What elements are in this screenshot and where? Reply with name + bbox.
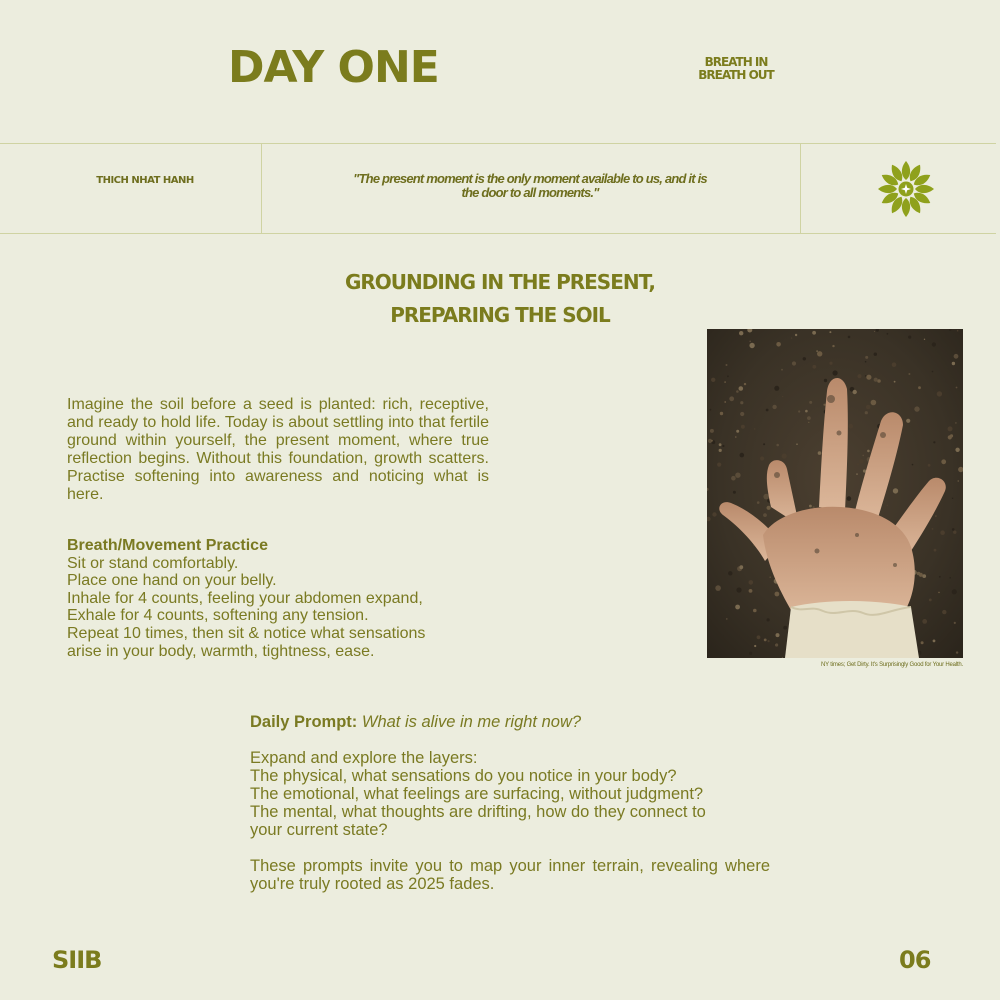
soil-speck bbox=[763, 494, 769, 500]
soil-speck bbox=[956, 651, 958, 653]
prompt-spacer bbox=[250, 839, 770, 857]
intro-paragraph: Imagine the soil before a seed is planted: rich, receptive, and ready to hold life. Today is about settling into that fertile ground within yourself, the present moment, where true reflection begins. Without this foundation, growth scatters. Practise softening into awareness and noticing what is here. bbox=[67, 396, 489, 503]
soil-speck bbox=[727, 375, 729, 377]
soil-speck bbox=[867, 450, 870, 453]
prompt-expand: Expand and explore the layers: bbox=[250, 749, 478, 767]
soil-speck bbox=[906, 419, 910, 423]
soil-speck bbox=[847, 496, 852, 501]
soil-speck bbox=[932, 528, 934, 530]
soil-speck bbox=[776, 342, 781, 347]
soil-speck bbox=[948, 426, 953, 431]
soil-speck bbox=[775, 643, 778, 646]
soil-speck bbox=[772, 405, 776, 409]
breath-out-label: BREATH OUT bbox=[698, 68, 774, 82]
quote-bar-divider-left bbox=[261, 143, 262, 234]
soil-speck bbox=[933, 441, 935, 443]
soil-speck bbox=[720, 412, 723, 415]
soil-speck bbox=[808, 422, 809, 423]
soil-speck bbox=[952, 498, 953, 499]
soil-speck bbox=[919, 573, 923, 577]
soil-speck bbox=[757, 635, 761, 639]
soil-speck bbox=[955, 448, 959, 452]
soil-speck bbox=[724, 401, 726, 403]
soil-speck bbox=[776, 633, 780, 637]
practice-step: Sit or stand comfortably. bbox=[67, 554, 239, 572]
soil-speck bbox=[776, 444, 779, 447]
soil-speck bbox=[887, 333, 889, 335]
soil-speck bbox=[918, 386, 921, 389]
soil-speck bbox=[940, 530, 945, 535]
practice-step: Place one hand on your belly. bbox=[67, 572, 277, 590]
soil-speck bbox=[791, 337, 792, 338]
section-heading-line: GROUNDING IN THE PRESENT, bbox=[344, 270, 656, 294]
soil-speck bbox=[749, 343, 754, 348]
soil-speck bbox=[812, 331, 816, 335]
soil-speck bbox=[958, 480, 959, 481]
soil-speck bbox=[739, 386, 744, 391]
prompt-layer: The emotional, what feelings are surfacing, without judgment? bbox=[250, 785, 704, 803]
soil-speck bbox=[712, 512, 716, 516]
soil-speck bbox=[894, 381, 896, 383]
soil-speck bbox=[763, 443, 765, 445]
soil-speck bbox=[824, 379, 827, 382]
soil-speck bbox=[792, 361, 796, 365]
soil-speck bbox=[795, 334, 797, 336]
soil-speck bbox=[866, 405, 871, 410]
prompt-closing: These prompts invite you to map your inner terrain, revealing where you're truly rooted as 2025 fades. bbox=[250, 857, 770, 893]
daily-prompt bbox=[250, 713, 770, 893]
soil-speck bbox=[952, 589, 957, 594]
soil-speck bbox=[740, 453, 745, 458]
sun-ray bbox=[902, 198, 910, 217]
soil-speck bbox=[749, 652, 752, 655]
soil-speck bbox=[754, 645, 756, 647]
soil-speck bbox=[724, 381, 726, 383]
hand-in-soil-photo bbox=[707, 329, 963, 658]
quote-line: "The present moment is the only moment available to us, and it is bbox=[353, 171, 707, 186]
soil-speck bbox=[887, 505, 889, 507]
soil-speck bbox=[908, 336, 911, 339]
soil-speck bbox=[829, 362, 832, 365]
soil-speck bbox=[866, 375, 871, 380]
quote-text bbox=[300, 172, 760, 200]
soil-speck bbox=[823, 404, 825, 406]
breath-tagline bbox=[676, 56, 796, 82]
quote-author: THICH NHAT HANH bbox=[96, 175, 194, 186]
breath-in-label: BREATH IN bbox=[704, 55, 768, 69]
soil-speck bbox=[813, 506, 815, 508]
soil-speck bbox=[722, 445, 724, 447]
soil-speck bbox=[956, 387, 958, 389]
sun-burst-icon bbox=[876, 160, 936, 218]
soil-speck bbox=[934, 549, 937, 552]
prompt-label: Daily Prompt: bbox=[250, 713, 358, 731]
soil-speck bbox=[711, 378, 715, 382]
practice-step: arise in your body, warmth, tightness, ease. bbox=[67, 642, 375, 660]
soil-speck bbox=[726, 618, 728, 620]
prompt-line bbox=[250, 713, 770, 731]
soil-speck bbox=[816, 350, 818, 352]
soil-speck bbox=[719, 449, 722, 452]
soil-speck bbox=[735, 473, 740, 478]
soil-speck bbox=[769, 576, 771, 578]
sun-ray bbox=[902, 161, 910, 180]
soil-speck bbox=[857, 463, 859, 465]
soil-speck bbox=[914, 406, 919, 411]
soil-speck bbox=[798, 410, 800, 412]
soil-speck bbox=[938, 592, 940, 594]
soil-speck bbox=[952, 362, 955, 365]
soil-speck bbox=[941, 459, 946, 464]
soil-speck bbox=[922, 619, 927, 624]
soil-speck bbox=[744, 383, 746, 385]
soil-speck bbox=[833, 370, 838, 375]
soil-speck bbox=[741, 425, 745, 429]
sun-ray bbox=[915, 185, 934, 193]
soil-speck bbox=[740, 401, 743, 404]
section-heading bbox=[300, 266, 700, 332]
soil-speck bbox=[859, 459, 864, 464]
soil-speck bbox=[932, 371, 934, 373]
soil-speck bbox=[953, 531, 956, 534]
soil-speck bbox=[735, 436, 737, 438]
soil-speck bbox=[848, 336, 851, 339]
soil-speck bbox=[782, 454, 787, 459]
soil-speck bbox=[848, 424, 853, 429]
soil-speck bbox=[817, 351, 822, 356]
prompt-layer: The physical, what sensations do you notice in your body? bbox=[250, 767, 677, 785]
soil-speck bbox=[768, 640, 770, 642]
page-number: 06 bbox=[899, 946, 931, 974]
soil-speck bbox=[856, 473, 858, 475]
prompt-spacer bbox=[250, 731, 770, 749]
soil-speck bbox=[874, 353, 877, 356]
soil-speck bbox=[739, 331, 743, 335]
soil-speck bbox=[740, 412, 744, 416]
soil-speck bbox=[753, 609, 757, 613]
brand-logo: SIIB bbox=[52, 946, 102, 974]
soil-speck bbox=[728, 571, 732, 575]
soil-speck bbox=[749, 580, 754, 585]
soil-speck bbox=[865, 361, 867, 363]
soil-speck bbox=[937, 391, 942, 396]
practice-step: Repeat 10 times, then sit & notice what sensations bbox=[67, 624, 426, 642]
soil-speck bbox=[935, 515, 937, 517]
soil-speck bbox=[735, 605, 740, 610]
quote-bar-divider-right bbox=[800, 143, 801, 234]
soil-speck bbox=[767, 506, 771, 510]
soil-speck bbox=[921, 641, 924, 644]
soil-speck bbox=[736, 587, 741, 592]
soil-speck bbox=[733, 491, 736, 494]
soil-speck bbox=[954, 622, 956, 624]
photo-credit: NY times; Get Dirty. It's Surprisingly Good for Your Health. bbox=[821, 662, 963, 668]
sun-ray bbox=[878, 185, 897, 193]
soil-speck bbox=[874, 331, 875, 332]
soil-speck bbox=[749, 341, 751, 343]
soil-speck bbox=[807, 416, 811, 420]
soil-speck bbox=[782, 396, 783, 397]
soil-speck bbox=[781, 369, 783, 371]
soil-speck bbox=[736, 430, 739, 433]
quote-bar-bottom-divider bbox=[0, 233, 996, 234]
soil-speck bbox=[715, 585, 721, 591]
soil-speck bbox=[829, 331, 831, 333]
soil-speck bbox=[717, 463, 721, 467]
soil-speck bbox=[710, 429, 714, 433]
soil-speck bbox=[862, 455, 864, 457]
soil-speck bbox=[766, 409, 769, 412]
practice-title: Breath/Movement Practice bbox=[67, 537, 268, 554]
soil-speck bbox=[764, 639, 767, 642]
soil-speck bbox=[865, 356, 868, 359]
soil-speck bbox=[809, 505, 812, 508]
soil-speck bbox=[939, 576, 941, 578]
soil-speck bbox=[754, 428, 755, 429]
breath-practice bbox=[67, 537, 497, 660]
soil-speck bbox=[949, 577, 951, 579]
soil-speck bbox=[933, 640, 936, 643]
soil-speck bbox=[812, 365, 816, 369]
soil-speck bbox=[874, 378, 878, 382]
soil-speck bbox=[908, 373, 910, 375]
soil-speck bbox=[731, 476, 736, 481]
practice-step: Inhale for 4 counts, feeling your abdomen expand, bbox=[67, 589, 423, 607]
soil-speck bbox=[809, 401, 812, 404]
soil-speck bbox=[729, 396, 734, 401]
soil-speck bbox=[832, 345, 834, 347]
prompt-layer: The mental, what thoughts are drifting, how do they connect to bbox=[250, 803, 706, 821]
soil-speck bbox=[954, 354, 959, 359]
soil-speck bbox=[783, 626, 787, 630]
soil-speck bbox=[865, 375, 866, 376]
soil-speck bbox=[952, 528, 955, 531]
soil-speck bbox=[924, 339, 925, 340]
soil-speck bbox=[719, 443, 722, 446]
practice-step: Exhale for 4 counts, softening any tension. bbox=[67, 607, 369, 625]
soil-speck bbox=[726, 364, 728, 366]
soil-speck bbox=[763, 513, 767, 517]
soil-speck bbox=[892, 362, 897, 367]
soil-speck bbox=[710, 409, 712, 411]
soil-speck bbox=[957, 330, 959, 332]
soil-speck bbox=[767, 618, 770, 621]
soil-speck bbox=[912, 464, 914, 466]
prompt-question: What is alive in me right now? bbox=[361, 713, 582, 731]
soil-speck bbox=[711, 440, 713, 442]
section-heading-line: PREPARING THE SOIL bbox=[390, 303, 610, 327]
soil-speck bbox=[942, 610, 946, 614]
page-title: DAY ONE bbox=[228, 42, 439, 93]
soil-speck bbox=[928, 464, 931, 467]
soil-speck bbox=[857, 374, 861, 378]
soil-speck bbox=[805, 410, 808, 413]
soil-speck bbox=[948, 435, 952, 439]
quote-line: the door to all moments." bbox=[461, 185, 599, 200]
soil-speck bbox=[871, 400, 877, 406]
soil-speck bbox=[749, 589, 753, 593]
soil-speck bbox=[775, 592, 780, 597]
soil-speck bbox=[774, 386, 779, 391]
soil-speck bbox=[932, 342, 936, 346]
soil-speck bbox=[853, 390, 857, 394]
soil-speck bbox=[803, 357, 806, 360]
prompt-layer: your current state? bbox=[250, 821, 388, 839]
soil-speck bbox=[893, 488, 898, 493]
soil-speck bbox=[865, 411, 868, 414]
soil-speck bbox=[929, 599, 932, 602]
soil-speck bbox=[818, 451, 822, 455]
soil-speck bbox=[955, 422, 957, 424]
soil-speck bbox=[736, 390, 739, 393]
soil-speck bbox=[796, 443, 798, 445]
soil-speck bbox=[739, 565, 743, 569]
soil-speck bbox=[757, 501, 760, 504]
quote-bar-top-divider bbox=[0, 143, 996, 144]
soil-speck bbox=[760, 456, 764, 460]
